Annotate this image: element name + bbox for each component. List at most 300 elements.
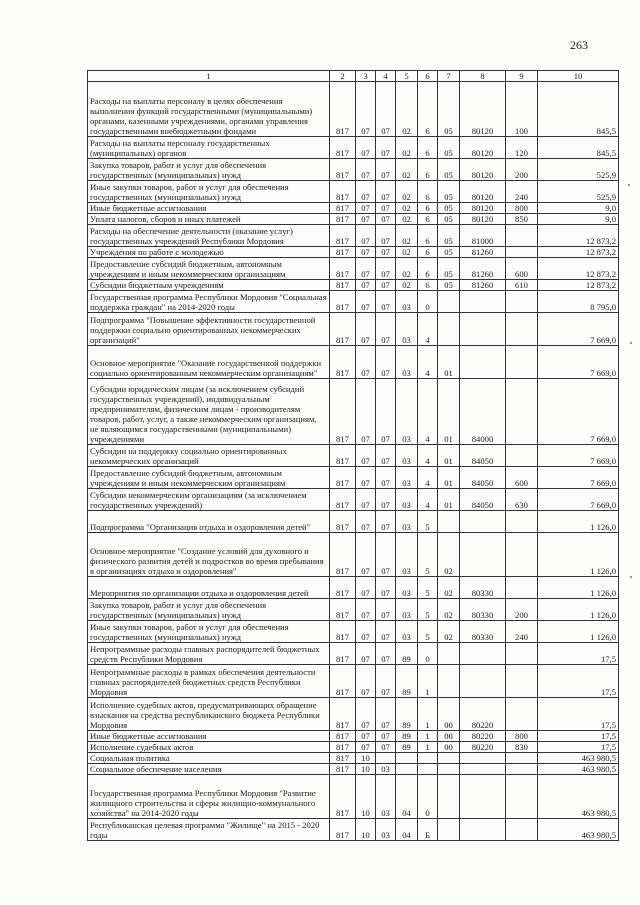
code-cell: 817 [330,731,356,742]
table-row [88,247,619,258]
table-row [88,621,619,643]
row-name: Социальная политика [88,753,330,764]
code-cell: 817 [330,621,356,643]
row-name: Субсидии бюджетным учреждениям [88,280,330,291]
code-cell: 830 [506,742,538,753]
code-cell [506,225,538,247]
code-cell: 80330 [460,577,506,599]
table-row [88,82,619,137]
code-cell [506,764,538,775]
code-cell: 817 [330,489,356,511]
code-cell: 07 [376,346,396,379]
code-cell [418,753,438,764]
code-cell: 02 [396,137,418,159]
code-cell [460,533,506,577]
code-cell: Б [418,819,438,841]
code-cell: 6 [418,214,438,225]
code-cell: 89 [396,698,418,731]
code-cell: 4 [418,346,438,379]
row-name: Непрограммные расходы в рамках обеспечения деятельности главных распорядителей бюджетных средств Республики Мордовия [88,665,330,698]
header-cell: 4 [376,71,396,82]
code-cell: 03 [396,313,418,346]
code-cell: 03 [396,291,418,313]
code-cell: 07 [376,258,396,280]
code-cell: 03 [396,379,418,445]
code-cell: 02 [396,225,418,247]
code-cell: 1 [418,731,438,742]
code-cell: 6 [418,159,438,181]
code-cell: 817 [330,203,356,214]
code-cell: 05 [438,203,460,214]
code-cell: 07 [356,137,376,159]
code-cell: 07 [356,489,376,511]
table-row [88,445,619,467]
code-cell [506,577,538,599]
code-cell: 04 [396,775,418,819]
code-cell [506,346,538,379]
header-cell: 7 [438,71,460,82]
code-cell [438,313,460,346]
code-cell: 07 [356,742,376,753]
code-cell: 07 [376,511,396,533]
table-row [88,203,619,214]
row-name: Закупка товаров, работ и услуг для обеспечения государственных (муниципальных) нужд [88,599,330,621]
code-cell: 02 [396,258,418,280]
amount-cell: 525,9 [538,181,619,203]
code-cell: 0 [418,291,438,313]
amount-cell: 1 126,0 [538,533,619,577]
code-cell: 07 [376,621,396,643]
table-row [88,280,619,291]
amount-cell: 17,5 [538,643,619,665]
code-cell: 89 [396,731,418,742]
code-cell: 240 [506,181,538,203]
code-cell: 03 [396,489,418,511]
code-cell: 02 [438,599,460,621]
code-cell: 07 [376,137,396,159]
code-cell: 03 [396,621,418,643]
code-cell: 817 [330,82,356,137]
code-cell: 240 [506,621,538,643]
code-cell: 02 [396,181,418,203]
header-cell: 6 [418,71,438,82]
code-cell [438,511,460,533]
code-cell [506,313,538,346]
row-name: Субсидии юридическим лицам (за исключением субсидий государственных учреждений), индивидуальным предпринимателям, физическим лицам - производителям товаров, работ, услуг, а также некоммерческим организациям, не являющимся государственными (муниципальными) учреждениями [88,379,330,445]
code-cell: 80120 [460,137,506,159]
code-cell: 07 [376,599,396,621]
amount-cell: 7 669,0 [538,346,619,379]
code-cell: 07 [356,511,376,533]
code-cell: 07 [356,203,376,214]
page-number: 263 [570,38,588,52]
code-cell: 6 [418,137,438,159]
code-cell: 01 [438,445,460,467]
code-cell: 07 [376,280,396,291]
code-cell [438,291,460,313]
code-cell: 120 [506,137,538,159]
code-cell: 817 [330,599,356,621]
amount-cell: 7 669,0 [538,445,619,467]
code-cell: 84000 [460,379,506,445]
table-row [88,258,619,280]
row-name: Иные бюджетные ассигнования [88,203,330,214]
code-cell [460,313,506,346]
code-cell: 630 [506,489,538,511]
header-cell: 10 [538,71,619,82]
header-cell: 1 [88,71,330,82]
code-cell: 02 [396,214,418,225]
code-cell: 02 [396,159,418,181]
table-row [88,511,619,533]
row-name: Субсидии на поддержку социально ориентированных некоммерческих организаций [88,445,330,467]
code-cell [460,291,506,313]
code-cell: 07 [356,599,376,621]
header-row [88,71,619,82]
code-cell: 817 [330,577,356,599]
code-cell: 07 [376,698,396,731]
code-cell: 5 [418,511,438,533]
table-row [88,577,619,599]
code-cell [396,753,418,764]
code-cell: 07 [376,379,396,445]
code-cell: 4 [418,467,438,489]
code-cell: 89 [396,742,418,753]
code-cell: 0 [418,775,438,819]
code-cell [506,775,538,819]
code-cell: 10 [356,775,376,819]
code-cell [506,291,538,313]
code-cell: 03 [396,533,418,577]
code-cell: 07 [356,247,376,258]
code-cell: 07 [376,247,396,258]
table-row [88,819,619,841]
row-name: Закупка товаров, работ и услуг для обеспечения государственных (муниципальных) нужд [88,159,330,181]
code-cell: 6 [418,181,438,203]
code-cell: 07 [376,533,396,577]
code-cell: 07 [356,181,376,203]
code-cell: 1 [418,665,438,698]
amount-cell: 9,0 [538,214,619,225]
amount-cell: 12 873,2 [538,280,619,291]
code-cell: 07 [356,445,376,467]
row-name: Социальное обеспечение населения [88,764,330,775]
code-cell: 07 [356,577,376,599]
amount-cell: 7 669,0 [538,467,619,489]
code-cell [460,764,506,775]
code-cell [506,379,538,445]
code-cell: 02 [438,621,460,643]
table-row [88,291,619,313]
code-cell: 07 [376,742,396,753]
code-cell [438,665,460,698]
code-cell: 6 [418,258,438,280]
row-name: Субсидии некоммерческим организациям (за исключением государственных учреждений) [88,489,330,511]
table-row [88,379,619,445]
code-cell: 05 [438,258,460,280]
code-cell: 00 [438,731,460,742]
row-name: Иные закупки товаров, работ и услуг для обеспечения государственных (муниципальных) нужд [88,181,330,203]
code-cell: 6 [418,225,438,247]
code-cell: 02 [438,533,460,577]
table-row [88,467,619,489]
code-cell: 6 [418,247,438,258]
amount-cell: 463 980,5 [538,775,619,819]
code-cell: 07 [376,643,396,665]
code-cell: 07 [376,467,396,489]
code-cell: 07 [376,489,396,511]
header-cell: 8 [460,71,506,82]
code-cell: 817 [330,764,356,775]
code-cell: 817 [330,258,356,280]
code-cell: 07 [356,346,376,379]
code-cell: 4 [418,445,438,467]
code-cell: 817 [330,291,356,313]
code-cell: 4 [418,489,438,511]
code-cell: 817 [330,137,356,159]
code-cell [506,247,538,258]
code-cell: 817 [330,159,356,181]
amount-cell: 845,5 [538,137,619,159]
table-row [88,731,619,742]
code-cell [460,665,506,698]
code-cell: 81000 [460,225,506,247]
code-cell: 01 [438,489,460,511]
code-cell: 07 [376,731,396,742]
code-cell [506,445,538,467]
amount-cell: 463 980,5 [538,819,619,841]
code-cell [506,511,538,533]
code-cell [506,643,538,665]
code-cell: 1 [418,698,438,731]
code-cell: 80120 [460,181,506,203]
code-cell [460,753,506,764]
code-cell: 817 [330,214,356,225]
code-cell: 07 [356,313,376,346]
code-cell: 5 [418,621,438,643]
table-row [88,489,619,511]
header-cell: 2 [330,71,356,82]
code-cell: 84050 [460,489,506,511]
code-cell: 10 [356,753,376,764]
code-cell [506,665,538,698]
code-cell [438,819,460,841]
amount-cell: 8 795,0 [538,291,619,313]
code-cell [460,819,506,841]
code-cell: 07 [376,577,396,599]
row-name: Предоставление субсидий бюджетным, автономным учреждениям и иным некоммерческим организациям [88,258,330,280]
code-cell: 03 [396,445,418,467]
code-cell: 5 [418,599,438,621]
code-cell: 80330 [460,599,506,621]
code-cell: 817 [330,775,356,819]
code-cell: 02 [396,280,418,291]
code-cell: 02 [396,247,418,258]
code-cell: 200 [506,159,538,181]
code-cell: 817 [330,643,356,665]
code-cell: 05 [438,82,460,137]
table-row [88,775,619,819]
code-cell: 80120 [460,82,506,137]
amount-cell: 1 126,0 [538,577,619,599]
row-name: Государственная программа Республики Мордовия "Социальная поддержка граждан" на 2014-2020 годы [88,291,330,313]
code-cell: 84050 [460,445,506,467]
code-cell: 05 [438,225,460,247]
amount-cell: 1 126,0 [538,599,619,621]
amount-cell: 463 980,5 [538,753,619,764]
code-cell: 02 [438,577,460,599]
amount-cell: 17,5 [538,742,619,753]
code-cell [460,775,506,819]
code-cell: 05 [438,247,460,258]
code-cell [396,764,418,775]
code-cell: 817 [330,181,356,203]
header-cell: 5 [396,71,418,82]
row-name: Учреждения по работе с молодежью [88,247,330,258]
code-cell [460,643,506,665]
amount-cell: 12 873,2 [538,247,619,258]
code-cell: 10 [356,764,376,775]
row-name: Основное мероприятие "Оказание государственной поддержки социально ориентированным некоммерческим организациям" [88,346,330,379]
row-name: Предоставление субсидий бюджетным, автономным учреждениям и иным некоммерческим организациям [88,467,330,489]
table-row [88,225,619,247]
row-name: Непрограммные расходы главных распорядителей бюджетных средств Республики Мордовия [88,643,330,665]
code-cell: 5 [418,577,438,599]
code-cell: 600 [506,258,538,280]
code-cell: 6 [418,82,438,137]
code-cell: 03 [396,599,418,621]
code-cell: 817 [330,698,356,731]
code-cell: 02 [396,203,418,214]
code-cell: 07 [356,698,376,731]
row-name: Расходы на выплаты персоналу государственных (муниципальных) органов [88,137,330,159]
code-cell: 817 [330,280,356,291]
amount-cell: 7 669,0 [538,313,619,346]
table-row [88,159,619,181]
code-cell: 100 [506,82,538,137]
code-cell [506,698,538,731]
row-name: Уплата налогов, сборов и иных платежей [88,214,330,225]
table-row [88,313,619,346]
code-cell: 07 [356,225,376,247]
row-name: Расходы на выплаты персоналу в целях обеспечения выполнения функций государственными (муниципальными) органами, казенными учреждениями, органами управления государственными внебюджетными фондами [88,82,330,137]
code-cell: 03 [396,467,418,489]
code-cell: 07 [376,159,396,181]
table-row [88,137,619,159]
code-cell: 03 [396,346,418,379]
table-row [88,753,619,764]
code-cell: 07 [376,291,396,313]
code-cell: 0 [418,643,438,665]
scan-dot [628,184,630,186]
code-cell: 07 [376,203,396,214]
code-cell: 03 [396,577,418,599]
code-cell: 600 [506,467,538,489]
code-cell [460,511,506,533]
amount-cell: 525,9 [538,159,619,181]
code-cell: 5 [418,533,438,577]
amount-cell: 17,5 [538,665,619,698]
code-cell: 817 [330,753,356,764]
code-cell: 07 [356,291,376,313]
code-cell: 84050 [460,467,506,489]
code-cell: 200 [506,599,538,621]
code-cell: 05 [438,181,460,203]
code-cell: 80220 [460,731,506,742]
code-cell [438,764,460,775]
code-cell: 07 [376,665,396,698]
code-cell: 817 [330,819,356,841]
code-cell: 817 [330,247,356,258]
code-cell [438,643,460,665]
scan-dot [630,576,632,578]
code-cell: 01 [438,467,460,489]
code-cell: 817 [330,511,356,533]
code-cell: 6 [418,280,438,291]
code-cell: 03 [396,511,418,533]
table-row [88,742,619,753]
table-row [88,665,619,698]
table-row [88,346,619,379]
amount-cell: 9,0 [538,203,619,214]
code-cell: 817 [330,742,356,753]
table-row [88,698,619,731]
code-cell: 80120 [460,214,506,225]
row-name: Иные закупки товаров, работ и услуг для обеспечения государственных (муниципальных) нужд [88,621,330,643]
table-row [88,214,619,225]
code-cell [506,819,538,841]
code-cell: 80220 [460,742,506,753]
row-name: Иные бюджетные ассигнования [88,731,330,742]
table-row [88,599,619,621]
code-cell: 05 [438,214,460,225]
code-cell: 800 [506,731,538,742]
code-cell: 05 [438,159,460,181]
code-cell [506,753,538,764]
code-cell [460,346,506,379]
amount-cell: 7 669,0 [538,379,619,445]
code-cell: 07 [356,467,376,489]
code-cell [438,775,460,819]
code-cell: 07 [356,533,376,577]
code-cell: 07 [356,159,376,181]
code-cell: 800 [506,203,538,214]
code-cell: 07 [356,643,376,665]
code-cell: 4 [418,379,438,445]
code-cell: 03 [376,819,396,841]
amount-cell: 463 980,5 [538,764,619,775]
header-cell: 9 [506,71,538,82]
row-name: Исполнение судебных актов [88,742,330,753]
code-cell: 05 [438,137,460,159]
amount-cell: 1 126,0 [538,511,619,533]
code-cell: 81260 [460,247,506,258]
code-cell [418,764,438,775]
table-row [88,643,619,665]
budget-table [87,70,619,841]
code-cell: 81260 [460,258,506,280]
code-cell: 07 [376,214,396,225]
code-cell: 4 [418,313,438,346]
scan-dot [630,342,632,344]
code-cell: 80120 [460,203,506,214]
code-cell: 817 [330,467,356,489]
code-cell: 10 [356,819,376,841]
code-cell: 07 [376,445,396,467]
table-row [88,181,619,203]
code-cell: 07 [356,379,376,445]
code-cell: 07 [356,214,376,225]
